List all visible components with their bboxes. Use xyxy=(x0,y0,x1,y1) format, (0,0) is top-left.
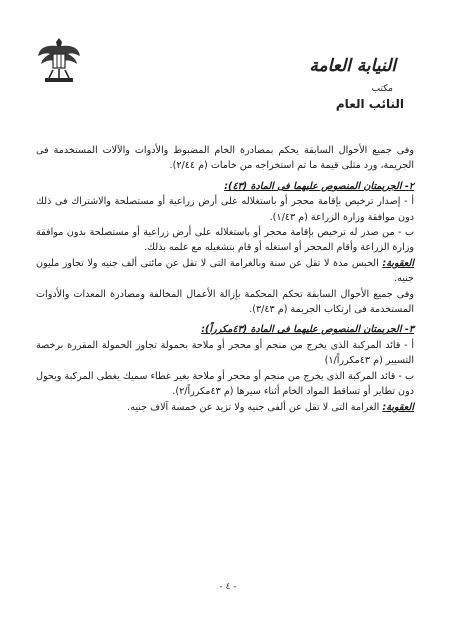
document-body xyxy=(36,143,414,415)
section-2-penalty-label: العقوبة: xyxy=(382,257,414,269)
section-2-item-b: ب - من صدر له ترخيص بإقامة محجر أو باستغلاله على أرض زراعية أو مستصلحة بدون موافقة وزارة الزراعة وأقام المحجر أو استغله أو قام بتشغيله مع علمه بذلك. xyxy=(36,227,414,254)
eagle-emblem-icon xyxy=(36,32,82,84)
intro-paragraph: وفى جميع الأحوال السابقة يحكم بمصادرة الخام المضبوط والأدوات والآلات المستخدمة فى الجريمة، ورد مثلى قيمة ما تم استخراجه من خامات (م ٢/٤٤). xyxy=(36,145,414,172)
office-name: النائب العام xyxy=(335,97,404,111)
section-2-heading: ٢- الجريمتان المنصوص عليهما فى المادة (٤٣): xyxy=(224,180,414,192)
section-3-item-b: ب - قائد المركبة الذى يخرج من منجم أو محجر أو ملاحة بغير غطاء سميك يغطى المركبة ويحول دون تطاير أو تساقط المواد الخام أثناء سيرها (م ٤٣مكرراً/٢). xyxy=(36,370,414,398)
section-3-penalty xyxy=(36,400,414,415)
section-3-penalty-text: الغرامة التى لا تقل عن ألفى جنيه ولا تزيد عن خمسة آلاف جنيه. xyxy=(127,401,383,413)
office-subtitle: مكتب xyxy=(371,84,393,94)
section-3-penalty-label: العقوبة: xyxy=(382,401,414,413)
section-3-heading: ٣- الجريمتان المنصوص عليهما فى المادة (٤٣مكرراً): xyxy=(201,324,414,336)
section-2-penalty xyxy=(36,256,414,287)
section-3-item-a: أ - قائد المركبة الذى يخرج من منجم أو محجر أو ملاحة بحمولة تجاوز الحمولة المقررة برخصة التسيير (م ٤٣مكرراً/١) xyxy=(36,339,414,367)
office-title: النيابة العامة xyxy=(309,56,396,76)
page-number: - ٤ - xyxy=(219,582,237,592)
section-2-confiscation: وفى جميع الأحوال السابقة تحكم المحكمة بإزالة الأعمال المخالفة ومصادرة المعدات والأدوات المستخدمة فى ارتكاب الجريمة (م ٣/٤٣). xyxy=(36,288,414,316)
section-2-item-a: أ - إصدار ترخيص بإقامة محجر أو باستغلاله على أرض زراعية أو مستصلحة والاشتراك فى ذلك دون موافقة وزارة الزراعة (م ١/٤٣). xyxy=(36,196,414,223)
section-2-penalty-text: الحبس مدة لا تقل عن سنة وبالغرامة التى لا تقل عن مائتى ألف جنيه ولا تجاوز مليون جنيه. xyxy=(36,257,414,285)
